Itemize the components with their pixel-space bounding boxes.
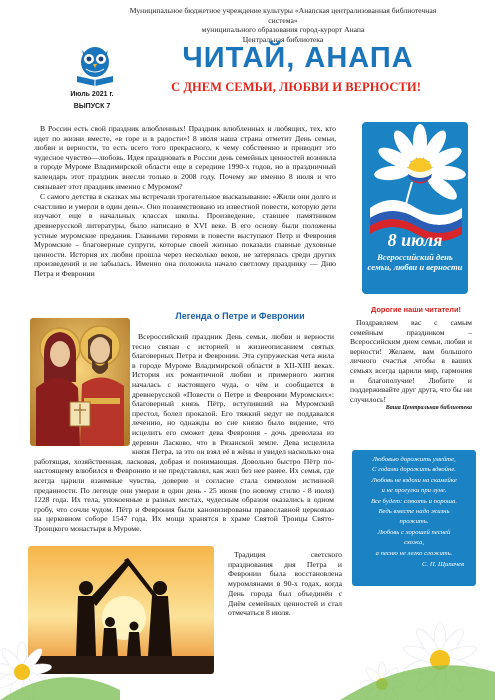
emblem-caption-line-1: Всероссийский день (377, 252, 453, 262)
chamomile-bottom-right-icon (340, 622, 495, 700)
emblem-date: 8 июля (387, 230, 443, 250)
poem-line: Ведь вместе надо жизнь (378, 508, 450, 516)
poem-line: а песню не легко сложить. (375, 549, 453, 557)
intro-article (34, 124, 336, 280)
organization-header (118, 6, 448, 44)
poem-line: С годами дорожить вдвойне. (372, 466, 456, 474)
newsletter-title: ЧИТАЙ, АНАПА (182, 42, 414, 74)
family-silhouette-image (28, 546, 214, 674)
issue-date: Июль 2021 г. (70, 91, 114, 98)
greeting-text: Поздравляем вас с самым семейным праздником – Всероссийским днем семьи, любви и верности! Желаем, вам большого личного счастья ,чтобы в ваших семьях всегда царили мир, гармония и благополучие! Любите и поддерживайте друг друга, что бы ни случилось! (350, 318, 472, 404)
intro-paragraph-2: С самого детства в сказках мы встречали трогательное высказывание: «Жили они долго и счастливо и умерли в один день». Оно позаимствовано из известной повести, которую дети изучают еще в начальных классах школы. Произведение, ставшее памятником древнерусской литературы, было написано в XVI веке. В его основу были положены устные муромские предания. Главными героями в повести выступают Петр и Феврония Муромские – благоверные супруги, которые своей жизнью показали главные духовные ценности. История их любви прошла через несколько веков, не затерялась среди других произведений и не забылась. Именно она положила начало светлому празднику — Дню Петра и Февронии (34, 192, 336, 278)
org-line-2: муниципального образования город-курорт Анапа (201, 25, 365, 35)
poem-line: Любовь с хорошей песней (377, 528, 451, 536)
legend-article (34, 332, 334, 533)
tradition-text: Традиция светского празднования дня Петра и Февронии была восстановлена муромлянами в 90-х годах, когда День города был объединён с Днём семейных ценностей и стал отмечаться 8 июля. (228, 550, 342, 618)
greeting-signature: Ваша Центральная библиотека (385, 405, 472, 411)
poem-line: прожить. (399, 518, 429, 526)
poem-line: Любовь не вздохи на скамейке (371, 476, 457, 484)
family-day-emblem (362, 122, 468, 294)
org-line-1: Муниципальное бюджетное учреждение культуры «Анапская централизованная библиотечная система» (129, 6, 437, 25)
poem-line: Все будет: слякоть и пороша. (370, 497, 458, 505)
poem-line: Любовью дорожить умейте, (372, 456, 456, 463)
emblem-caption (364, 252, 466, 273)
tradition-block (228, 550, 342, 618)
legend-text: Всероссийский праздник День семьи, любви и верности тесно связан с историей и жизнеописанием святых благоверных Петра и Февронии. Эта супружеская чета жила в городе Муроме Владимирской области в XII-XIII веках. История их романтичной любви и примерного жития началась с настоящего чуда, о чём и сообщается в древнерусской «Повести о Петре и Февронии Муромских»: благоверный князь Пётр, вступивший на Муромский престол, болел проказой. Его тяжкий недуг не поддавался лечению, но однажды во сне князю было видение, что исцелить его сможет дева Феврония - дочь древолаза из деревни Ласково, что в Рязанской земле. Дева исцелила князя Петра, за это он взял её в жёны и увидел насколько она работящая, хозяйственная, ласковая, добрая и понимающая. Довольно быстро Пётр по-настоящему влюбился в Февронию и не представлял, как жил без нее ранее. Их семья, где всегда царили взаимные чувства, доверие и согласие стала символом истинной преданности. По легенде они умерли в один день - 25 июня (по новому стилю - 8 июля) 1228 года. Их тела, упокоенные в разных местах, чудесным образом оказались в одном гробу, что сочли чудом. Пётр и Феврония были канонизированы православной церковью на церковном соборе 1547 года. Их мощи хранятся в храме Святой Троицы Свято-Троицкого монастыря в Муроме. (34, 332, 334, 533)
org-line-3: Центральная библиотека (242, 34, 324, 44)
issue-number: ВЫПУСК 7 (73, 103, 111, 110)
newsletter-subtitle: С ДНЕМ СЕМЬИ, ЛЮБВИ И ВЕРНОСТИ! (171, 80, 421, 94)
greeting-block (350, 318, 472, 404)
poem-line: схожа, (403, 539, 424, 547)
poem-box (352, 450, 476, 586)
legend-heading: Легенда о Петре и Февронии (175, 311, 305, 321)
greeting-heading: Дорогие наши читатели! (370, 305, 461, 314)
intro-paragraph-1: В России есть свой праздник влюбленных! Праздник влюбленных и любящих, тех, кто идет по жизни вместе, «в горе и в радости»! 8 июля наша страна отметит День семьи, любви и верности, то есть всего того прекрасного, к чему собственно и приводит это чудесное чувство—любовь. Идея праздновать в России день семейных ценностей возникла в городе Муроме Владимирской области еще в середине 1990-х годов, но в праздничный календарь этот праздник внесли только в 2008 году. Почему же именно 8 июля и что связывает этот праздник именно с Муромом? (34, 124, 336, 191)
library-owl-logo-icon (72, 42, 118, 86)
poem-author: С. П. Щипачев (422, 561, 464, 569)
poem-line: и не прогулки при луне. (381, 487, 447, 495)
emblem-caption-line-2: семьи, любви и верности (367, 262, 463, 273)
